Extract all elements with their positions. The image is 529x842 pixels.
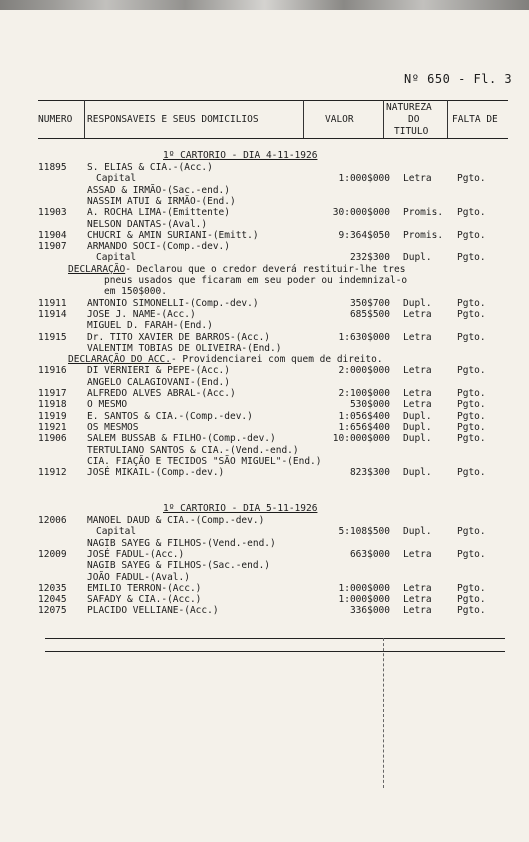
ledger-row [0, 433, 529, 444]
ledger-row [0, 377, 529, 388]
entry-number: 11916 [38, 365, 67, 377]
entry-reason: Pgto. [457, 548, 486, 560]
entry-reason: Pgto. [457, 331, 486, 343]
entry-nature: Dupl. [403, 410, 432, 422]
entry-party: ANTONIO SIMONELLI-(Comp.-dev.) [87, 297, 259, 309]
footer-rule [45, 651, 505, 652]
entry-reason: Pgto. [457, 365, 486, 377]
entry-party: ANGELO CALAGIOVANI-(End.) [87, 376, 230, 388]
declaration-text: - Declarou que o credor deverá restituir-lhe tres [125, 263, 406, 275]
header-numero: NUMERO [38, 114, 73, 125]
entry-number: 11912 [38, 467, 67, 479]
entry-value: 2:100$000 [338, 388, 390, 399]
ledger-row [0, 422, 529, 433]
ledger-row [0, 538, 529, 549]
header-bottom-rule [38, 138, 508, 139]
entry-nature: Dupl. [403, 252, 432, 264]
entry-value: 350$700 [349, 297, 390, 309]
entry-number: 11895 [38, 162, 67, 173]
entry-number: 12009 [38, 548, 67, 560]
col-divider [303, 100, 304, 138]
entry-number: 11914 [38, 308, 67, 320]
entry-party: VALENTIM TOBIAS DE OLIVEIRA-(End.) [87, 342, 282, 354]
ledger-row [0, 241, 529, 252]
entry-nature: Letra [403, 605, 432, 617]
ledger-row [0, 219, 529, 230]
entry-nature: Letra [403, 388, 432, 399]
entry-nature: Letra [403, 399, 432, 411]
entry-number: 12035 [38, 582, 67, 594]
entry-value: 663$000 [349, 548, 390, 560]
entry-value: 2:000$000 [338, 365, 390, 377]
entry-party: Dr. TITO XAVIER DE BARROS-(Acc.) [87, 331, 271, 343]
entry-party: Capital [96, 173, 137, 185]
entry-reason: Pgto. [457, 388, 486, 399]
entry-party: NAGIB SAYEG & FILHOS-(Vend.-end.) [87, 537, 276, 549]
entry-nature: Letra [403, 594, 432, 606]
entry-number: 11903 [38, 207, 67, 219]
entry-nature: Letra [403, 331, 432, 343]
entry-reason: Pgto. [457, 467, 486, 479]
section-title: 1º CARTORIO - DIA 4-11-1926 [163, 150, 318, 161]
entry-number: 11918 [38, 399, 67, 411]
entry-nature: Dupl. [403, 297, 432, 309]
ledger-row [0, 286, 529, 297]
entry-party: ASSAD & IRMÃO-(Sac.-end.) [87, 184, 230, 196]
entry-number: 12006 [38, 515, 67, 526]
ledger-row [0, 515, 529, 526]
entry-party: ALFREDO ALVES ABRAL-(Acc.) [87, 388, 236, 399]
entry-reason: Pgto. [457, 421, 486, 433]
header-natureza-titulo: TITULO [394, 126, 429, 137]
entry-party: JOSÉ FADUL-(Acc.) [87, 548, 185, 560]
ledger-row [0, 298, 529, 309]
entry-nature: Letra [403, 173, 432, 185]
ledger-row [0, 583, 529, 594]
entry-nature: Letra [403, 548, 432, 560]
ledger-row [0, 526, 529, 537]
ledger-row [0, 196, 529, 207]
col-divider [84, 100, 85, 138]
ledger-row [0, 320, 529, 331]
entry-party: OS MESMOS [87, 421, 139, 433]
entry-party: em 150$000. [104, 286, 167, 298]
ledger-row [0, 388, 529, 399]
entry-party: CIA. FIAÇÃO E TECIDOS "SÃO MIGUEL"-(End.) [87, 455, 322, 467]
ledger-row [0, 365, 529, 376]
ledger-row [0, 605, 529, 616]
entry-party: JOÃO FADUL-(Aval.) [87, 571, 190, 583]
header-valor: VALOR [325, 114, 354, 125]
entry-nature: Promis. [403, 207, 444, 219]
ledger-row [0, 162, 529, 173]
header-natureza: NATUREZA [386, 102, 432, 113]
entry-party: SALEM BUSSAB & FILHO-(Comp.-dev.) [87, 433, 276, 445]
col-divider [383, 100, 384, 138]
page-label: Nº 650 - Fl. 3 [404, 72, 513, 86]
entry-value: 336$000 [349, 605, 390, 617]
entry-nature: Letra [403, 365, 432, 377]
entry-party: DI VERNIERI & PEPE-(Acc.) [87, 365, 230, 377]
entry-value: 1:000$000 [338, 594, 390, 606]
ledger-row [0, 332, 529, 343]
entry-number: 11911 [38, 297, 67, 309]
entry-value: 1:656$400 [338, 421, 390, 433]
entry-number: 11917 [38, 388, 67, 399]
section-title: 1º CARTORIO - DIA 5-11-1926 [163, 503, 318, 514]
entry-reason: Pgto. [457, 410, 486, 422]
header-natureza-do: DO [408, 114, 420, 125]
ledger-row [0, 275, 529, 286]
entry-party: O MESMO [87, 399, 128, 411]
ledger-row [0, 399, 529, 410]
entry-nature: Dupl. [403, 421, 432, 433]
entry-nature: Dupl. [403, 467, 432, 479]
ledger-row [0, 445, 529, 456]
entry-value: 530$000 [349, 399, 390, 411]
entry-number: 11921 [38, 421, 67, 433]
entry-nature: Dupl. [403, 526, 432, 538]
entry-party: TERTULIANO SANTOS & CIA.-(Vend.-end.) [87, 444, 299, 456]
ledger-row [0, 354, 529, 365]
header-top-rule [38, 100, 508, 101]
ledger-row [0, 549, 529, 560]
entry-party: CHUCRI & AMIN SURIANI-(Emitt.) [87, 229, 259, 241]
header-falta: FALTA DE [452, 114, 498, 125]
entry-nature: Dupl. [403, 433, 432, 445]
header-responsaveis: RESPONSAVEIS E SEUS DOMICILIOS [87, 114, 259, 125]
entry-nature: Letra [403, 308, 432, 320]
entry-party: NELSON DANTAS-(Aval.) [87, 218, 208, 230]
entry-party: S. ELIAS & CIA.-(Acc.) [87, 162, 213, 173]
entry-party: SAFADY & CIA.-(Acc.) [87, 594, 202, 606]
ledger-row [0, 252, 529, 263]
entry-value: 30:000$000 [332, 207, 390, 219]
entry-number: 11907 [38, 241, 67, 253]
ledger-row [0, 560, 529, 571]
entry-value: 823$300 [349, 467, 390, 479]
column-guide [383, 638, 384, 788]
entry-party: pneus usados que ficaram em seu poder ou indemnizal-o [104, 275, 408, 286]
entry-party: ARMANDO SOCI-(Comp.-dev.) [87, 241, 230, 253]
ledger-row [0, 343, 529, 354]
entry-reason: Pgto. [457, 308, 486, 320]
entry-reason: Pgto. [457, 207, 486, 219]
entry-party: A. ROCHA LIMA-(Emittente) [87, 207, 230, 219]
entry-value: 5:108$500 [338, 526, 390, 538]
ledger-row [0, 185, 529, 196]
entry-party: PLACIDO VELLIANE-(Acc.) [87, 605, 219, 617]
col-divider [447, 100, 448, 138]
entry-number: 11904 [38, 229, 67, 241]
entry-party: NAGIB SAYEG & FILHOS-(Sac.-end.) [87, 560, 271, 572]
entry-party: Capital [96, 252, 137, 264]
scan-edge [0, 0, 529, 10]
footer-rule [45, 638, 505, 639]
entry-value: 9:364$050 [338, 229, 390, 241]
entry-number: 12075 [38, 605, 67, 617]
ledger-row [0, 173, 529, 184]
entry-reason: Pgto. [457, 399, 486, 411]
ledger-row [0, 411, 529, 422]
entry-party: NASSIM ATUI & IRMÃO-(End.) [87, 195, 236, 207]
ledger-row [0, 309, 529, 320]
ledger-row [0, 456, 529, 467]
entry-party: Capital [96, 526, 137, 538]
ledger-row [0, 594, 529, 605]
entry-party: E. SANTOS & CIA.-(Comp.-dev.) [87, 410, 253, 422]
entry-nature: Letra [403, 582, 432, 594]
entry-reason: Pgto. [457, 582, 486, 594]
entry-reason: Pgto. [457, 252, 486, 264]
entry-reason: Pgto. [457, 229, 486, 241]
entry-number: 12045 [38, 594, 67, 606]
declaration-label: DECLARAÇÃO [68, 263, 126, 275]
entry-reason: Pgto. [457, 526, 486, 538]
ledger-row [0, 467, 529, 478]
entry-value: 1:000$000 [338, 582, 390, 594]
entry-value: 10:000$000 [332, 433, 390, 445]
entry-reason: Pgto. [457, 594, 486, 606]
entry-value: 1:630$000 [338, 331, 390, 343]
ledger-row [0, 230, 529, 241]
entry-party: EMILIO TERRON-(Acc.) [87, 582, 202, 594]
entry-party: MIGUEL D. FARAH-(End.) [87, 320, 213, 332]
entry-party: JOSÉ MIKAIL-(Comp.-dev.) [87, 467, 225, 479]
entry-reason: Pgto. [457, 433, 486, 445]
entry-number: 11919 [38, 410, 67, 422]
entry-party: MANOEL DAUD & CIA.-(Comp.-dev.) [87, 515, 265, 526]
entry-value: 1:000$000 [338, 173, 390, 185]
declaration-text: - Providenciarei com quem de direito. [170, 354, 383, 366]
entry-party: JOSE J. NAME-(Acc.) [87, 308, 196, 320]
entry-number: 11915 [38, 331, 67, 343]
entry-value: 685$500 [349, 308, 390, 320]
entry-number: 11906 [38, 433, 67, 445]
declaration-label: DECLARAÇÃO DO ACC. [68, 354, 171, 366]
entry-reason: Pgto. [457, 173, 486, 185]
ledger-row [0, 264, 529, 275]
entry-nature: Promis. [403, 229, 444, 241]
entry-value: 1:056$400 [338, 410, 390, 422]
ledger-row [0, 572, 529, 583]
entry-reason: Pgto. [457, 297, 486, 309]
entry-value: 232$300 [349, 252, 390, 264]
ledger-row [0, 207, 529, 218]
entry-reason: Pgto. [457, 605, 486, 617]
